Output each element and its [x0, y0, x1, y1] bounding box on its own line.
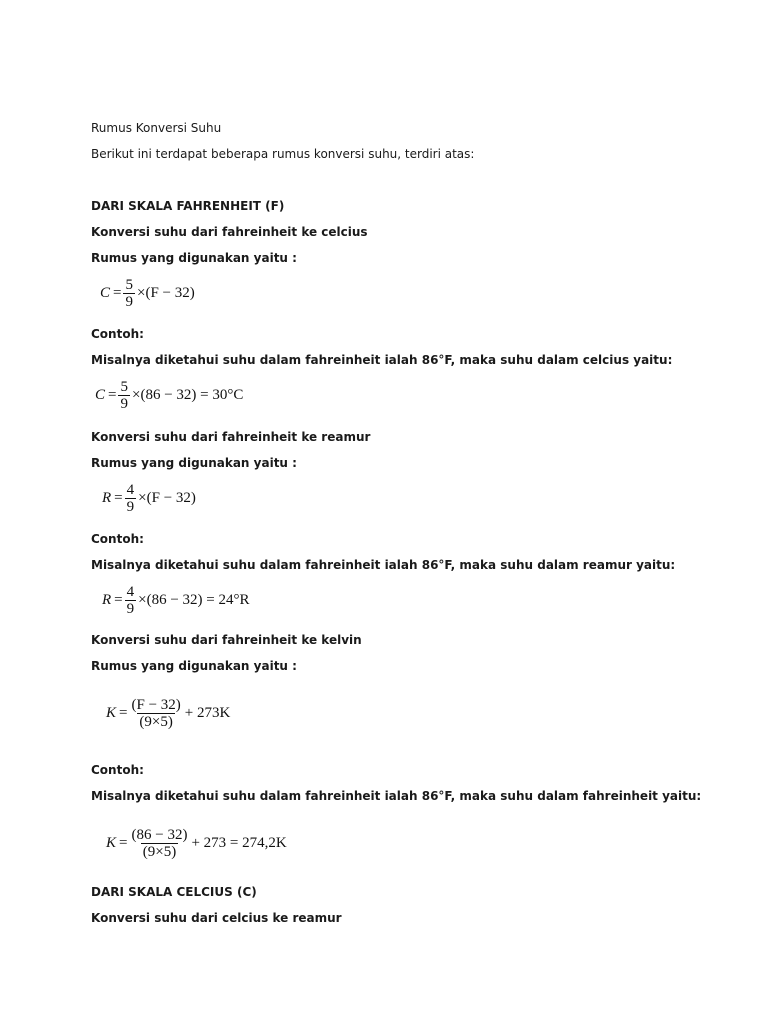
- rumus-label: Rumus yang digunakan yaitu :: [91, 456, 297, 470]
- formula-eq: =: [114, 592, 123, 608]
- formula-fraction: [125, 482, 137, 515]
- subheading-f-to-r: Konversi suhu dari fahreinheit ke reamur: [91, 430, 371, 444]
- formula-rest: + 273 = 274,2K: [191, 835, 287, 851]
- formula-fraction: [129, 827, 189, 860]
- formula-f-to-r: [102, 482, 196, 515]
- contoh-label: Contoh:: [91, 532, 144, 546]
- formula-rest: ×(86 − 32) = 24°R: [138, 592, 250, 608]
- fraction-denominator: 9: [126, 499, 135, 515]
- formula-fraction: [129, 697, 182, 730]
- formula-eq: =: [108, 387, 117, 403]
- fraction-numerator: (F − 32): [131, 697, 181, 713]
- formula-f-to-k: [106, 697, 230, 730]
- formula-eq: =: [114, 490, 123, 506]
- fraction-denominator: (9×5): [142, 844, 177, 860]
- formula-fraction: [123, 277, 135, 310]
- section-heading-fahrenheit: DARI SKALA FAHRENHEIT (F): [91, 199, 285, 213]
- fraction-denominator: 9: [120, 396, 128, 412]
- subheading-f-to-k: Konversi suhu dari fahreinheit ke kelvin: [91, 633, 362, 647]
- formula-eq: =: [113, 285, 122, 301]
- formula-rest: ×(F − 32): [136, 285, 195, 301]
- example-f-to-k: Misalnya diketahui suhu dalam fahreinheit ialah 86°F, maka suhu dalam fahreinheit yaitu:: [91, 789, 702, 803]
- formula-example-f-to-k: [106, 827, 287, 860]
- fraction-denominator: 9: [126, 601, 135, 617]
- formula-rest: ×(86 − 32) = 30°C: [131, 387, 244, 403]
- rumus-label: Rumus yang digunakan yaitu :: [91, 251, 297, 265]
- intro-text: Berikut ini terdapat beberapa rumus konversi suhu, terdiri atas:: [91, 147, 475, 161]
- contoh-label: Contoh:: [91, 327, 144, 341]
- formula-example-f-to-c: [95, 379, 243, 412]
- fraction-numerator: (86 − 32): [131, 827, 188, 843]
- formula-lhs: K: [106, 835, 117, 851]
- contoh-label: Contoh:: [91, 763, 144, 777]
- subheading-c-to-r: Konversi suhu dari celcius ke reamur: [91, 911, 342, 925]
- formula-eq: =: [119, 705, 128, 721]
- example-f-to-c: Misalnya diketahui suhu dalam fahreinheit ialah 86°F, maka suhu dalam celcius yaitu:: [91, 353, 673, 367]
- formula-f-to-c: [100, 277, 195, 310]
- formula-fraction: [118, 379, 130, 412]
- example-f-to-r: Misalnya diketahui suhu dalam fahreinheit ialah 86°F, maka suhu dalam reamur yaitu:: [91, 558, 676, 572]
- subheading-f-to-c: Konversi suhu dari fahreinheit ke celcius: [91, 225, 368, 239]
- formula-eq: =: [119, 835, 128, 851]
- fraction-denominator: 9: [125, 294, 133, 310]
- formula-lhs: R: [102, 490, 112, 506]
- fraction-numerator: 4: [126, 482, 135, 498]
- fraction-numerator: 4: [126, 584, 135, 600]
- formula-lhs: C: [100, 285, 111, 301]
- formula-fraction: [125, 584, 137, 617]
- section-heading-celcius: DARI SKALA CELCIUS (C): [91, 885, 257, 899]
- fraction-numerator: 5: [125, 277, 133, 293]
- page-title: Rumus Konversi Suhu: [91, 121, 222, 135]
- formula-lhs: K: [106, 705, 117, 721]
- formula-rest: + 273K: [184, 705, 231, 721]
- formula-example-f-to-r: [102, 584, 250, 617]
- formula-rest: ×(F − 32): [138, 490, 196, 506]
- rumus-label: Rumus yang digunakan yaitu :: [91, 659, 297, 673]
- formula-lhs: C: [95, 387, 106, 403]
- formula-lhs: R: [102, 592, 112, 608]
- fraction-numerator: 5: [120, 379, 128, 395]
- fraction-denominator: (9×5): [139, 714, 173, 730]
